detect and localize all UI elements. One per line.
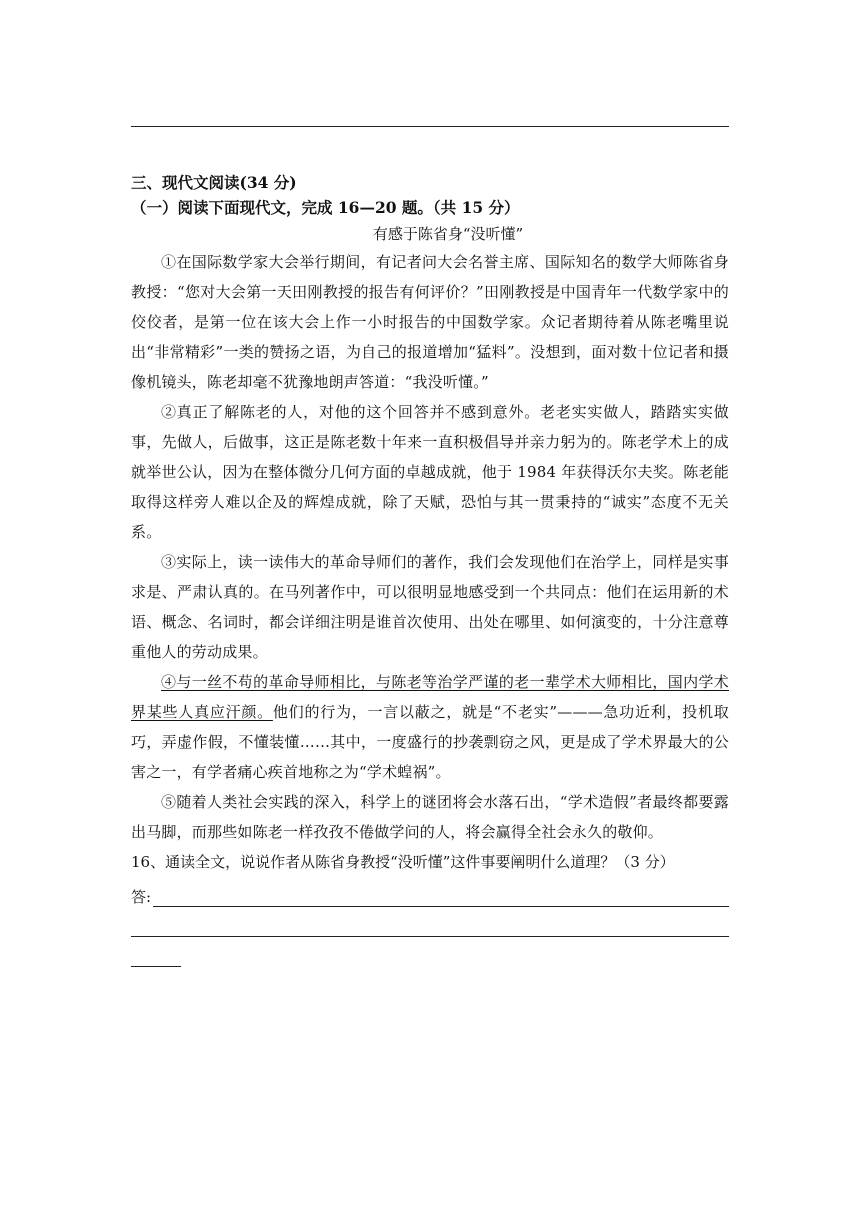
paragraph-1: ①在国际数学家大会举行期间，有记者问大会名誉主席、国际知名的数学大师陈省身教授：“您对大会第一天田刚教授的报告有何评价？”田刚教授是中国青年一代数学家中的佼佼者，是第一位在该大会上作一小时报告的中国数学家。众记者期待着从陈老嘴里说出“非常精彩”一类的赞扬之语，为自己的报道增加“猛料”。没想到，面对数十位记者和摄像机镜头，陈老却毫不犹豫地朗声答道：“我没听懂。” [131,253,729,391]
paragraph-3: ③实际上，读一读伟大的革命导师们的著作，我们会发现他们在治学上，同样是实事求是、严肃认真的。在马列著作中，可以很明显地感受到一个共同点：他们在运用新的术语、概念、名词时，都会详细注明是谁首次使用、出处在哪里、如何演变的，十分注意尊重他人的劳动成果。 [131,553,729,661]
answer-row [131,877,729,907]
paragraph-4-underlined: ④与一丝不苟的革命导师相比，与陈老等治学严谨的老一辈学术大师相比，国内学术界某些人真应汗颜。 [131,673,729,721]
paragraph-4-rest: 他们的行为，一言以蔽之，就是“不老实”———急功近利，投机取巧，弄虚作假，不懂装懂……其中，一度盛行的抄袭剽窃之风，更是成了学术界最大的公害之一，有学者痛心疾首地称之为“学术蝗祸”。 [131,703,729,781]
answer-blank-line-1[interactable] [153,884,729,907]
paragraph-5: ⑤随着人类社会实践的深入，科学上的谜团将会水落石出，“学术造假”者最终都要露出马脚，而那些如陈老一样孜孜不倦做学问的人，将会赢得全社会永久的敬仰。 [131,793,729,841]
section-heading: 三、现代文阅读(34 分) [131,173,297,192]
answer-blank-line-3[interactable] [131,937,181,967]
article-title: 有感于陈省身“没听懂” [372,225,524,243]
header-rule [131,126,729,127]
sub-heading: （一）阅读下面现代文，完成 16—20 题。（共 15 分） [131,198,520,217]
content-area [131,170,729,967]
answer-blank-line-2[interactable] [131,907,729,937]
paragraph-4 [131,667,729,787]
paragraph-2: ②真正了解陈老的人，对他的这个回答并不感到意外。老老实实做人，踏踏实实做事，先做人，后做事，这正是陈老数十年来一直积极倡导并亲力躬为的。陈老学术上的成就举世公认，因为在整体微分几何方面的卓越成就，他于 1984 年获得沃尔夫奖。陈老能取得这样旁人难以企及的辉煌成就，除了天赋，恐怕与其一贯秉持的“诚实”态度不无关系。 [131,403,729,541]
answer-label: 答: [131,888,152,906]
question-16: 16、通读全文，说说作者从陈省身教授“没听懂”这件事要阐明什么道理？（3 分） [131,853,675,871]
